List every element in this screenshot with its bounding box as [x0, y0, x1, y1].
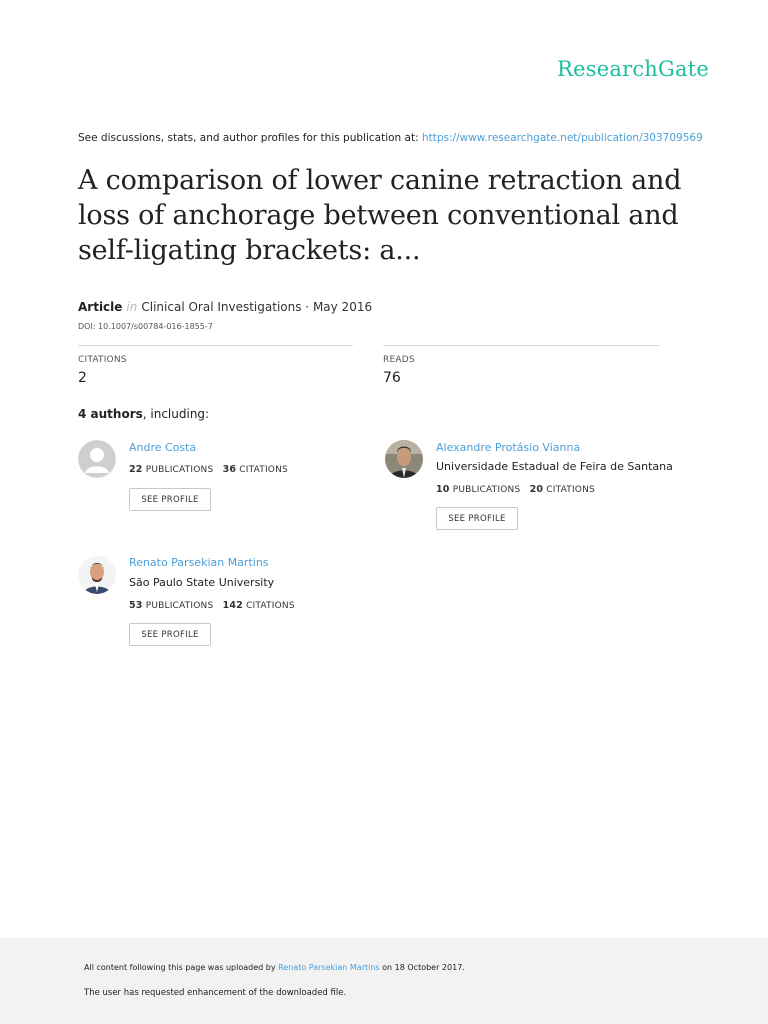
author-affiliation[interactable]: Universidade Estadual de Feira de Santana [436, 460, 673, 473]
author-photo[interactable] [78, 556, 116, 594]
authors-including: , including: [142, 407, 210, 421]
see-profile-button[interactable]: SEE PROFILE [436, 507, 518, 530]
publication-date: May 2016 [312, 300, 373, 314]
enhancement-note: The user has requested enhancement of the downloaded file. [84, 988, 347, 998]
publications-count: 22 [129, 464, 143, 475]
author-stats [436, 484, 595, 495]
author-name[interactable]: Andre Costa [129, 441, 197, 454]
author-name[interactable]: Alexandre Protásio Vianna [436, 441, 581, 454]
publications-label: PUBLICATIONS [145, 601, 214, 611]
citations-count: 20 [529, 484, 544, 495]
doi: DOI: 10.1007/s00784-016-1855-7 [78, 322, 213, 331]
see-profile-button[interactable]: SEE PROFILE [129, 488, 211, 511]
uploader-link[interactable]: Renato Parsekian Martins [278, 963, 380, 972]
citations-label: CITATIONS [239, 465, 288, 475]
intro-line [78, 132, 703, 144]
citations-value: 2 [78, 370, 87, 386]
intro-text: See discussions, stats, and author profiles for this publication at: [78, 132, 419, 144]
publications-label: PUBLICATIONS [145, 465, 214, 475]
reads-value: 76 [383, 370, 401, 386]
default-avatar-icon[interactable] [78, 440, 116, 478]
citations-label: CITATIONS [246, 601, 295, 611]
footer [0, 938, 768, 1024]
see-profile-button[interactable]: SEE PROFILE [129, 623, 211, 646]
publications-count: 53 [129, 600, 143, 611]
citations-label: CITATIONS [78, 355, 127, 365]
citations-count: 142 [222, 600, 243, 611]
publications-count: 10 [436, 484, 450, 495]
in-label: in [126, 300, 138, 314]
journal-name[interactable]: Clinical Oral Investigations [141, 300, 302, 314]
citations-label: CITATIONS [546, 485, 595, 495]
author-photo[interactable] [385, 440, 423, 478]
authors-count: 4 authors [78, 407, 143, 421]
publication-meta [78, 300, 372, 314]
reads-label: READS [383, 355, 415, 365]
author-stats [129, 464, 288, 475]
publication-url-link[interactable]: https://www.researchgate.net/publication/303709569 [421, 132, 703, 144]
researchgate-logo[interactable]: ResearchGate [557, 57, 709, 81]
divider [78, 345, 353, 346]
publication-type: Article [78, 300, 123, 314]
author-name[interactable]: Renato Parsekian Martins [129, 556, 269, 569]
date-separator: · [301, 300, 313, 314]
authors-header [78, 407, 209, 421]
citations-count: 36 [222, 464, 237, 475]
upload-suffix: on 18 October 2017. [382, 963, 465, 972]
publication-title: A comparison of lower canine retraction and loss of anchorage between conventional and self-ligating brackets: a... [78, 165, 682, 266]
upload-prefix: All content following this page was uploaded by [84, 963, 276, 972]
divider [383, 345, 660, 346]
author-stats [129, 600, 295, 611]
author-affiliation[interactable]: São Paulo State University [129, 576, 275, 589]
publications-label: PUBLICATIONS [452, 485, 521, 495]
upload-note [84, 963, 465, 972]
